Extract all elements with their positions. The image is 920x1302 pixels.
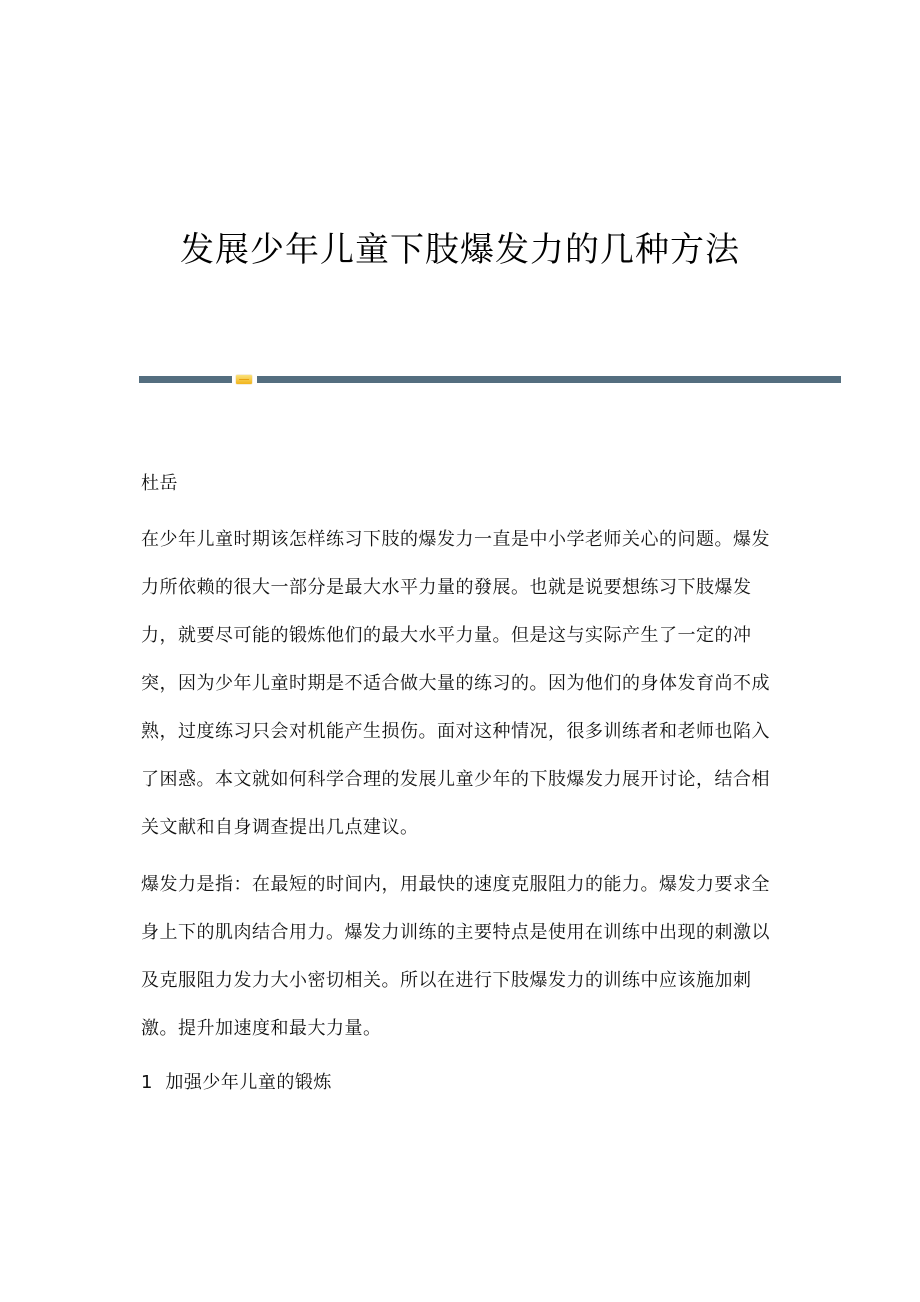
paragraph-line: 爆发力是指：在最短的时间内，用最快的速度克服阻力的能力。爆发力要求全 [141, 874, 770, 895]
divider-left [139, 376, 232, 383]
divider-right [257, 376, 841, 383]
paragraph-line: 关文献和自身调查提出几点建议。 [141, 817, 419, 838]
paragraph-line: 突，因为少年儿童时期是不适合做大量的练习的。因为他们的身体发育尚不成 [141, 673, 770, 694]
divider-ornament-icon [236, 375, 252, 384]
paragraph-line: 在少年儿童时期该怎样练习下肢的爆发力一直是中小学老师关心的问题。爆发 [141, 529, 770, 550]
paragraph-line: 及克服阻力发力大小密切相关。所以在进行下肢爆发力的训练中应该施加刺 [141, 970, 752, 991]
section-heading: 1 加强少年儿童的锻炼 [141, 1072, 332, 1093]
paragraph-line: 激。提升加速度和最大力量。 [141, 1018, 382, 1039]
document-title: 发展少年儿童下肢爆发力的几种方法 [180, 230, 740, 270]
paragraph-line: 力，就要尽可能的锻炼他们的最大水平力量。但是这与实际产生了一定的冲 [141, 625, 752, 646]
paragraph-line: 身上下的肌肉结合用力。爆发力训练的主要特点是使用在训练中出现的刺激以 [141, 922, 770, 943]
author: 杜岳 [141, 473, 178, 494]
paragraph-line: 力所依赖的很大一部分是最大水平力量的發展。也就是说要想练习下肢爆发 [141, 577, 752, 598]
paragraph-line: 熟，过度练习只会对机能产生损伤。面对这种情况，很多训练者和老师也陷入 [141, 721, 770, 742]
paragraph-line: 了困惑。本文就如何科学合理的发展儿童少年的下肢爆发力展开讨论，结合相 [141, 769, 770, 790]
